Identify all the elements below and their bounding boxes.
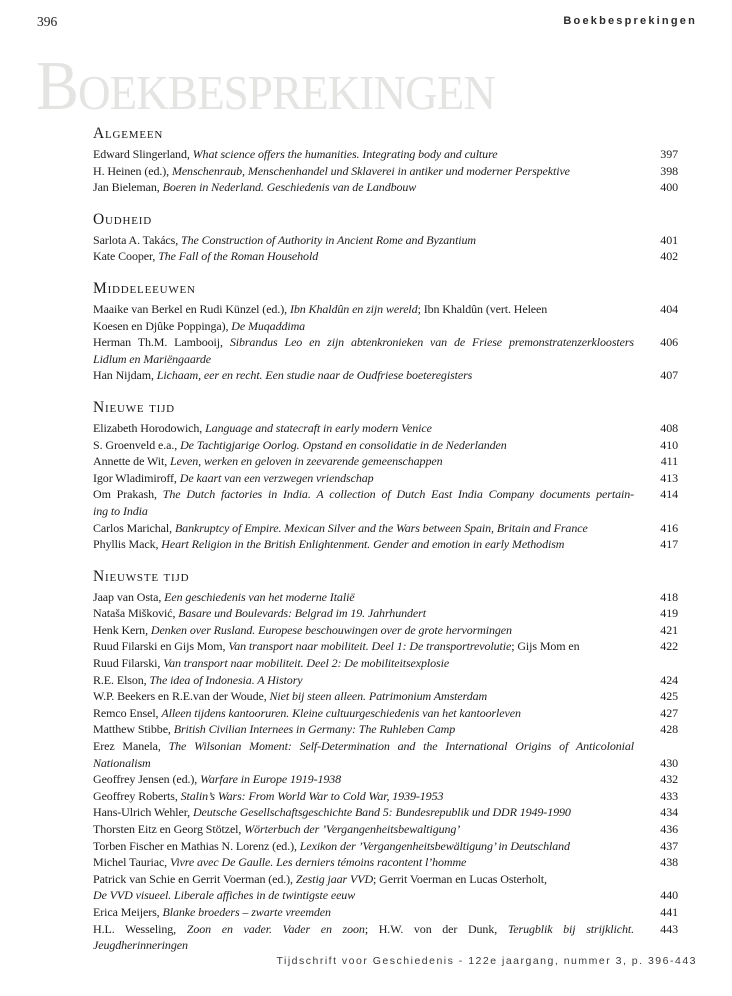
- book-title: Menschenraub, Menschenhandel und Sklaverei in antiker und moderner Perspektive: [171, 163, 570, 178]
- entry-page-number: 413: [660, 470, 678, 485]
- toc-entry-line: [93, 655, 678, 672]
- toc-entry-line: [93, 179, 678, 196]
- book-title: Deutsche Gesellschaftsgeschichte Band 5: Bundesrepublik und DDR 1949-1990: [192, 805, 571, 820]
- author-name: ; Gerrit Voerman en Lucas Osterholt,: [373, 871, 547, 886]
- entry-page-number: 418: [660, 589, 678, 604]
- entry-page-number: 425: [660, 689, 678, 704]
- entry-text: [93, 755, 634, 772]
- toc-section: [93, 279, 678, 384]
- entry-text: [93, 520, 634, 537]
- author-name: ; H.W. von der Dunk,: [364, 921, 508, 936]
- author-name: Annette de Wit,: [93, 454, 171, 469]
- book-title: Van transport naar mobiliteit. Deel 2: De mobiliteitsexplosie: [163, 656, 450, 671]
- entry-text: [93, 351, 634, 368]
- book-title: De VVD visueel. Liberale affiches in de twintigste eeuw: [93, 888, 356, 903]
- entry-text: [93, 904, 634, 921]
- toc-entry-line: [93, 755, 678, 772]
- book-title: De kaart van een verzwegen vriendschap: [179, 470, 374, 485]
- book-title: Sibrandus Leo en zijn abtenkronieken van de Friese premonstratenzerkloosters: [229, 335, 634, 350]
- toc-entry-line: [93, 887, 678, 904]
- book-title: British Civilian Internees in Germany: The Ruhleben Camp: [173, 722, 456, 737]
- author-name: Patrick van Schie en Gerrit Voerman (ed.),: [93, 871, 296, 886]
- toc-entry-line: [93, 904, 678, 921]
- toc-entry-line: [93, 232, 678, 249]
- entry-page-number: 407: [660, 368, 678, 383]
- section-heading: Oudheid: [93, 210, 152, 228]
- toc-entry-line: [93, 705, 678, 722]
- author-name: Remco Ensel,: [93, 705, 162, 720]
- author-name: Han Nijdam,: [93, 368, 157, 383]
- author-name: Kate Cooper,: [93, 249, 159, 264]
- entry-page-number: 411: [660, 454, 678, 469]
- toc-section: [93, 398, 678, 553]
- book-title: Denken over Rusland. Europese beschouwingen over de grote hervormingen: [150, 622, 512, 637]
- entry-page-number: 438: [660, 855, 678, 870]
- entry-text: [93, 721, 634, 738]
- toc-entry-line: [93, 721, 678, 738]
- entry-text: [93, 605, 634, 622]
- book-title: Zoon en vader. Vader en zoon: [186, 921, 365, 936]
- author-name: Nataša Mišković,: [93, 606, 179, 621]
- entry-text: [93, 655, 634, 672]
- toc-entry-line: [93, 688, 678, 705]
- section-heading: Nieuwe tijd: [93, 398, 175, 416]
- toc-entry-line: [93, 771, 678, 788]
- book-title: The Fall of the Roman Household: [158, 249, 319, 264]
- entry-text: [93, 622, 634, 639]
- entry-text: [93, 146, 634, 163]
- author-name: ; Ibn Khaldûn (vert. Heleen: [417, 301, 548, 316]
- entry-page-number: 416: [660, 520, 678, 535]
- entry-text: [93, 367, 634, 384]
- book-title: Vivre avec De Gaulle. Les derniers témoins racontent l’homme: [169, 855, 467, 870]
- entry-page-number: 397: [660, 147, 678, 161]
- toc-section: [93, 124, 678, 196]
- toc-section: [93, 567, 678, 954]
- book-title: Heart Religion in the British Enlightenment. Gender and emotion in early Methodism: [161, 537, 565, 552]
- entry-text: [93, 486, 634, 503]
- toc-entry-line: [93, 470, 678, 487]
- entry-page-number: 422: [660, 639, 678, 654]
- section-heading: Algemeen: [93, 125, 164, 142]
- entry-page-number: 402: [660, 249, 678, 264]
- author-name: Sarlota A. Takács,: [93, 232, 182, 247]
- author-name: Hans-Ulrich Wehler,: [93, 805, 193, 820]
- running-head: Boekbesprekingen: [563, 15, 697, 27]
- author-name: H.L. Wesseling,: [93, 921, 187, 936]
- author-name: Phyllis Mack,: [93, 537, 162, 552]
- toc-entry-line: [93, 738, 678, 755]
- entry-page-number: 419: [660, 606, 678, 621]
- entry-text: [93, 301, 634, 318]
- entry-page-number: 434: [660, 805, 678, 820]
- section-heading: Middeleeuwen: [93, 279, 196, 297]
- entry-page-number: 401: [660, 232, 678, 247]
- toc-entry-line: [93, 871, 678, 888]
- toc-entry-line: [93, 503, 678, 520]
- entry-text: [93, 163, 634, 180]
- entry-text: [93, 248, 634, 265]
- book-title: Nationalism: [93, 755, 151, 770]
- entry-page-number: 398: [660, 163, 678, 178]
- entry-page-number: 427: [660, 705, 678, 720]
- author-name: Henk Kern,: [93, 622, 151, 637]
- book-title: Terugblik bij strijklicht.: [507, 921, 634, 936]
- toc-entry-line: [93, 520, 678, 537]
- entry-page-number: 421: [660, 622, 678, 637]
- author-name: Carlos Marichal,: [93, 520, 175, 535]
- entry-page-number: 432: [660, 772, 678, 787]
- entry-text: [93, 738, 634, 755]
- toc-entry-line: [93, 804, 678, 821]
- entry-text: [93, 871, 634, 888]
- entry-page-number: 404: [660, 301, 678, 316]
- entry-text: [93, 821, 634, 838]
- toc-entry-line: [93, 486, 678, 503]
- entry-text: [93, 437, 634, 454]
- book-title: Warfare in Europe 1919-1938: [200, 772, 342, 787]
- author-name: Maaike van Berkel en Rudi Künzel (ed.),: [93, 301, 290, 316]
- entry-text: [93, 589, 634, 606]
- toc-section: [93, 210, 678, 265]
- author-name: ; Gijs Mom en: [511, 639, 580, 654]
- book-title: Language and statecraft in early modern Venice: [205, 420, 432, 435]
- entry-page-number: 433: [660, 788, 678, 803]
- entry-page-number: 424: [660, 672, 678, 687]
- entry-text: [93, 638, 634, 655]
- entry-page-number: 440: [660, 888, 678, 903]
- book-title: Lidlum en Mariëngaarde: [93, 351, 212, 366]
- author-name: Torben Fischer en Mathias N. Lorenz (ed.),: [93, 838, 300, 853]
- author-name: W.P. Beekers en R.E.van der Woude,: [93, 689, 270, 704]
- author-name: Michel Tauriac,: [93, 855, 170, 870]
- book-title: Een geschiedenis van het moderne Italië: [164, 589, 355, 604]
- entry-text: [93, 318, 634, 335]
- toc-entry-line: [93, 788, 678, 805]
- book-title: What science offers the humanities. Integrating body and culture: [192, 147, 498, 161]
- entry-page-number: 406: [660, 335, 678, 350]
- author-name: Geoffrey Roberts,: [93, 788, 181, 803]
- author-name: Erica Meijers,: [93, 904, 163, 919]
- author-name: R.E. Elson,: [93, 672, 150, 687]
- entry-text: [93, 838, 634, 855]
- toc-entry-line: [93, 146, 678, 163]
- entry-text: [93, 788, 634, 805]
- toc-sections: [93, 124, 678, 968]
- toc-entry-line: [93, 638, 678, 655]
- section-heading: Nieuwste tijd: [93, 567, 190, 585]
- author-name: Thorsten Eitz en Georg Stötzel,: [93, 822, 245, 836]
- book-title: De Muqaddima: [231, 318, 306, 333]
- author-name: Jan Bieleman,: [93, 180, 163, 195]
- entry-page-number: 417: [660, 537, 678, 552]
- entry-text: [93, 921, 634, 938]
- author-name: Edward Slingerland,: [93, 147, 193, 161]
- toc-entry-line: [93, 854, 678, 871]
- toc-entry-line: [93, 248, 678, 265]
- book-title: Zestig jaar VVD: [295, 871, 374, 886]
- book-title: Blanke broeders – zwarte vreemden: [162, 904, 331, 919]
- author-name: Koesen en Djûke Poppinga),: [93, 318, 232, 333]
- author-name: H. Heinen (ed.),: [93, 163, 172, 178]
- author-name: Igor Wladimiroff,: [93, 470, 180, 485]
- author-name: Ruud Filarski en Gijs Mom,: [93, 639, 229, 654]
- page-number-folio: 396: [37, 14, 58, 29]
- entry-page-number: 441: [660, 904, 678, 919]
- toc-entry-line: [93, 536, 678, 553]
- toc-entry-line: [93, 821, 678, 838]
- book-title: Leven, werken en geloven in zeevarende gemeenschappen: [170, 454, 443, 469]
- toc-entry-line: [93, 838, 678, 855]
- toc-entry-line: [93, 318, 678, 335]
- book-title: Niet bij steen alleen. Patrimonium Amsterdam: [269, 689, 488, 704]
- author-name: S. Groenveld e.a.,: [93, 437, 181, 452]
- entry-text: [93, 705, 634, 722]
- journal-footer: Tijdschrift voor Geschiedenis - 122e jaargang, nummer 3, p. 396-443: [276, 955, 697, 967]
- entry-text: [93, 232, 634, 249]
- entry-page-number: 430: [660, 755, 678, 770]
- toc-entry-line: [93, 605, 678, 622]
- book-title: Jeugdherinneringen: [93, 938, 188, 953]
- entry-text: [93, 672, 634, 689]
- toc-entry-line: [93, 672, 678, 689]
- entry-page-number: 437: [660, 838, 678, 853]
- author-name: Geoffrey Jensen (ed.),: [93, 772, 201, 787]
- author-name: Elizabeth Horodowich,: [93, 420, 206, 435]
- book-title: Stalin’s Wars: From World War to Cold War, 1939-1953: [180, 788, 444, 803]
- author-name: Erez Manela,: [93, 739, 169, 754]
- book-title: The Dutch factories in India. A collection of Dutch East India Company documents pertain-: [162, 487, 634, 502]
- entry-text: [93, 688, 634, 705]
- author-name: Herman Th.M. Lambooij,: [93, 335, 230, 350]
- entry-text: [93, 536, 634, 553]
- book-title: ing to India: [93, 503, 148, 518]
- book-title: Ibn Khaldûn en zijn wereld: [289, 301, 418, 316]
- entry-text: [93, 179, 634, 196]
- toc-entry-line: [93, 453, 678, 470]
- book-title: De Tachtigjarige Oorlog. Opstand en consolidatie in de Nederlanden: [180, 437, 507, 452]
- entry-page-number: 414: [660, 487, 678, 502]
- book-title: Lichaam, eer en recht. Een studie naar de Oudfriese boeteregisters: [156, 368, 473, 383]
- toc-entry-line: [93, 622, 678, 639]
- toc-entry-line: [93, 367, 678, 384]
- entry-page-number: 436: [660, 822, 678, 836]
- toc-entry-line: [93, 163, 678, 180]
- entry-text: [93, 804, 634, 821]
- book-title: The idea of Indonesia. A History: [149, 672, 303, 687]
- entry-text: [93, 453, 634, 470]
- entry-page-number: 428: [660, 722, 678, 737]
- toc-entry-line: [93, 437, 678, 454]
- toc-entry-line: [93, 301, 678, 318]
- entry-page-number: 400: [660, 180, 678, 195]
- entry-text: [93, 937, 634, 954]
- toc-entry-line: [93, 351, 678, 368]
- entry-text: [93, 503, 634, 520]
- book-title: Alleen tijdens kantooruren. Kleine cultuurgeschiedenis van het kantoorleven: [161, 705, 521, 720]
- entry-page-number: 443: [660, 921, 678, 936]
- toc-entry-line: [93, 420, 678, 437]
- toc-entry-line: [93, 921, 678, 938]
- book-title: Bankruptcy of Empire. Mexican Silver and the Wars between Spain, Britain and France: [174, 520, 588, 535]
- entry-text: [93, 887, 634, 904]
- book-title: Basare und Boulevards: Belgrad im 19. Jahrhundert: [178, 606, 426, 621]
- book-title: Wörterbuch der ’Vergangenheitsbewaltigung’: [244, 822, 461, 836]
- entry-text: [93, 334, 634, 351]
- toc-entry-line: [93, 589, 678, 606]
- toc-entry-line: [93, 334, 678, 351]
- entry-text: [93, 854, 634, 871]
- author-name: Jaap van Osta,: [93, 589, 165, 604]
- toc-entry-line: [93, 937, 678, 954]
- entry-text: [93, 771, 634, 788]
- book-title: Lexikon der ’Vergangenheitsbewältigung’ in Deutschland: [299, 838, 570, 853]
- entry-page-number: 408: [660, 420, 678, 435]
- book-title: Boeren in Nederland. Geschiedenis van de Landbouw: [162, 180, 417, 195]
- book-title: Van transport naar mobiliteit. Deel 1: De transportrevolutie: [228, 639, 512, 654]
- author-name: Om Prakash,: [93, 487, 163, 502]
- entry-text: [93, 470, 634, 487]
- page-title: Boekbesprekingen: [36, 48, 496, 125]
- book-title: The Wilsonian Moment: Self-Determination and the International Origins of Anticolonial: [168, 739, 634, 754]
- entry-page-number: 410: [660, 437, 678, 452]
- author-name: Matthew Stibbe,: [93, 722, 174, 737]
- author-name: Ruud Filarski,: [93, 656, 164, 671]
- entry-text: [93, 420, 634, 437]
- book-title: The Construction of Authority in Ancient Rome and Byzantium: [181, 232, 476, 247]
